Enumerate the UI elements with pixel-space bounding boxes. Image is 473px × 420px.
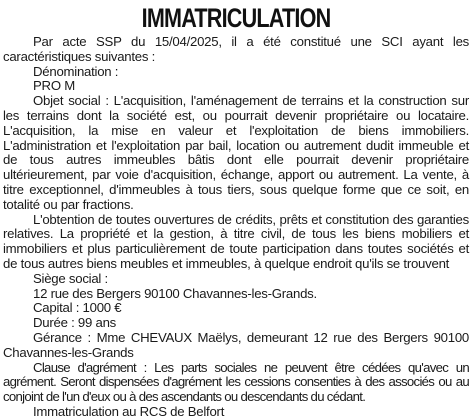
- registration-line: Immatriculation au RCS de Belfort: [33, 403, 225, 419]
- corporate-purpose-paragraph: Objet social : L'acquisition, l'aménagement de terrains et la construction sur les terrains dont la société est, ou pourrait devenir propriétaire ou locataire. L'acquisition, la mise en valeur et l'exploitation de biens immobiliers. L'administration et l'exploitation par bail, location ou autrement dudit immeuble et de tous autres immeubles bâtis dont elle pourrait devenir propriétaire ultérieurement, par voie d'acquisition, échange, apport ou autrement. La vente, à titre exceptionnel, d'immeubles à tous tiers, sous quelque forme que ce soit, en totalité ou par fractions.: [3, 93, 469, 212]
- constitution-paragraph: Par acte SSP du 15/04/2025, il a été constitué une SCI ayant les caractéristiques suivantes :: [3, 34, 469, 64]
- registered-office-label: Siège social :: [33, 270, 108, 286]
- approval-clause-paragraph: Clause d'agrément : Les parts sociales ne peuvent être cédées qu'avec un agrément. Seront dispensées d'agrément les cessions consenties à des associés ou au conjoint de l'un d'eux ou à des ascendants ou descendants du cédant.: [3, 359, 469, 405]
- denomination-value: PRO M: [33, 78, 75, 94]
- duration-line: Durée : 99 ans: [33, 315, 117, 331]
- notice-title: IMMATRICULATION: [141, 3, 331, 33]
- registered-office-address: 12 rue des Bergers 90100 Chavannes-les-Grands.: [33, 285, 317, 301]
- management-paragraph: Gérance : Mme CHEVAUX Maëlys, demeurant 12 rue des Bergers 90100 Chavannes-les-Grands: [3, 329, 469, 360]
- capital-line: Capital : 1000 €: [33, 300, 122, 316]
- notice-body: [3, 35, 469, 420]
- denomination-label: Dénomination :: [33, 63, 119, 79]
- corporate-purpose-continued: L'obtention de toutes ouvertures de crédits, prêts et constitution des garanties relatives. La propriété et la gestion, à titre civil, de tous les biens mobiliers et immobiliers et plus particulièrement de toute participation dans toutes sociétés et de tous autres biens meubles et immeubles, à quelque endroit qu'ils se trouvent: [3, 211, 469, 271]
